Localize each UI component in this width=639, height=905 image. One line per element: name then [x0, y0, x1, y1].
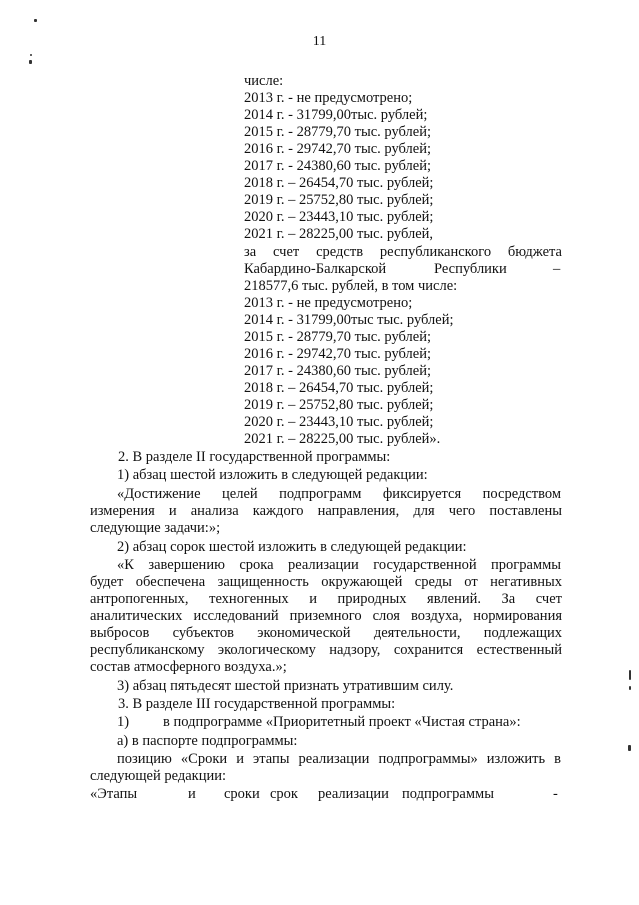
- list-item: 1) абзац шестой изложить в следующей редакции:: [117, 467, 428, 483]
- republic-intro-word: Республики: [434, 261, 507, 277]
- paragraph-line: позицию «Сроки и этапы реализации подпрограммы» изложить в: [117, 751, 561, 767]
- funding-year-line: 2016 г. - 29742,70 тыс. рублей;: [244, 346, 431, 362]
- funding-year-line: 2020 г. – 23443,10 тыс. рублей;: [244, 414, 434, 430]
- quote-line: будет обеспечена защищенность окружающей среды от негативных: [90, 574, 562, 590]
- funding-year-line: 2017 г. - 24380,60 тыс. рублей;: [244, 158, 431, 174]
- quote-line: следующие задачи:»;: [90, 520, 221, 536]
- funding-year-line: 2015 г. - 28779,70 тыс. рублей;: [244, 329, 431, 345]
- scan-speck: [29, 60, 32, 64]
- quote-line: антропогенных, техногенных и природных явлений. За счет: [90, 591, 562, 607]
- table-cell-word: сроки: [224, 786, 260, 802]
- section-heading: 3. В разделе III государственной программы:: [118, 696, 396, 712]
- page-number: 11: [312, 34, 327, 49]
- funding-year-line: 2014 г. - 31799,00тыс. рублей;: [244, 107, 428, 123]
- table-cell-word: -: [553, 786, 558, 802]
- quote-line: республиканскому экологическому надзору, сохранится естественный: [90, 642, 562, 658]
- funding-year-line: 2014 г. - 31799,00тыс тыс. рублей;: [244, 312, 454, 328]
- quote-line: состав атмосферного воздуха.»;: [90, 659, 287, 675]
- section-heading: 2. В разделе II государственной программы:: [118, 449, 391, 465]
- funding-year-line: 2018 г. – 26454,70 тыс. рублей;: [244, 175, 434, 191]
- republic-intro-word: Кабардино-Балкарской: [244, 261, 387, 277]
- scan-speck: [629, 686, 631, 690]
- funding-year-line: 2019 г. – 25752,80 тыс. рублей;: [244, 192, 434, 208]
- list-item: в подпрограмме «Приоритетный проект «Чистая страна»:: [163, 714, 521, 730]
- funding-year-line: 2018 г. – 26454,70 тыс. рублей;: [244, 380, 434, 396]
- scan-speck: [30, 54, 32, 56]
- quote-line: «Достижение целей подпрограмм фиксируется посредством: [117, 486, 561, 502]
- quote-line: аналитических исследований приземного слоя воздуха, нормирования: [90, 608, 562, 624]
- scan-speck: [628, 745, 631, 751]
- scan-speck: [629, 670, 631, 680]
- quote-line: «К завершению срока реализации государственной программы: [117, 557, 561, 573]
- table-cell-word: реализации: [318, 786, 389, 802]
- funding-year-line: 2020 г. – 23443,10 тыс. рублей;: [244, 209, 434, 225]
- funding-year-line: 2019 г. – 25752,80 тыс. рублей;: [244, 397, 434, 413]
- funding-year-line: 2015 г. - 28779,70 тыс. рублей;: [244, 124, 431, 140]
- republic-intro-line: за счет средств республиканского бюджета: [244, 244, 562, 260]
- funding-lead: числе:: [244, 73, 284, 89]
- quote-line: выбросов субъектов экономической деятельности, подлежащих: [90, 625, 562, 641]
- republic-intro-line: 218577,6 тыс. рублей, в том числе:: [244, 278, 458, 294]
- list-item-number: 1): [117, 714, 130, 730]
- funding-year-line: 2016 г. - 29742,70 тыс. рублей;: [244, 141, 431, 157]
- table-cell-word: подпрограммы: [402, 786, 494, 802]
- funding-year-line: 2013 г. - не предусмотрено;: [244, 90, 413, 106]
- scan-speck: [34, 19, 37, 22]
- table-cell-word: срок: [270, 786, 298, 802]
- paragraph-line: следующей редакции:: [90, 768, 227, 784]
- republic-intro-dash: –: [553, 261, 561, 277]
- funding-year-line: 2021 г. – 28225,00 тыс. рублей,: [244, 226, 434, 242]
- funding-year-line: 2017 г. - 24380,60 тыс. рублей;: [244, 363, 431, 379]
- list-item: 2) абзац сорок шестой изложить в следующей редакции:: [117, 539, 467, 555]
- list-item: 3) абзац пятьдесят шестой признать утратившим силу.: [117, 678, 454, 694]
- list-item: а) в паспорте подпрограммы:: [117, 733, 298, 749]
- table-cell-word: «Этапы: [90, 786, 138, 802]
- funding-year-line: 2013 г. - не предусмотрено;: [244, 295, 413, 311]
- quote-line: измерения и анализа каждого направления, для чего поставлены: [90, 503, 562, 519]
- table-cell-word: и: [188, 786, 196, 802]
- funding-year-line: 2021 г. – 28225,00 тыс. рублей».: [244, 431, 441, 447]
